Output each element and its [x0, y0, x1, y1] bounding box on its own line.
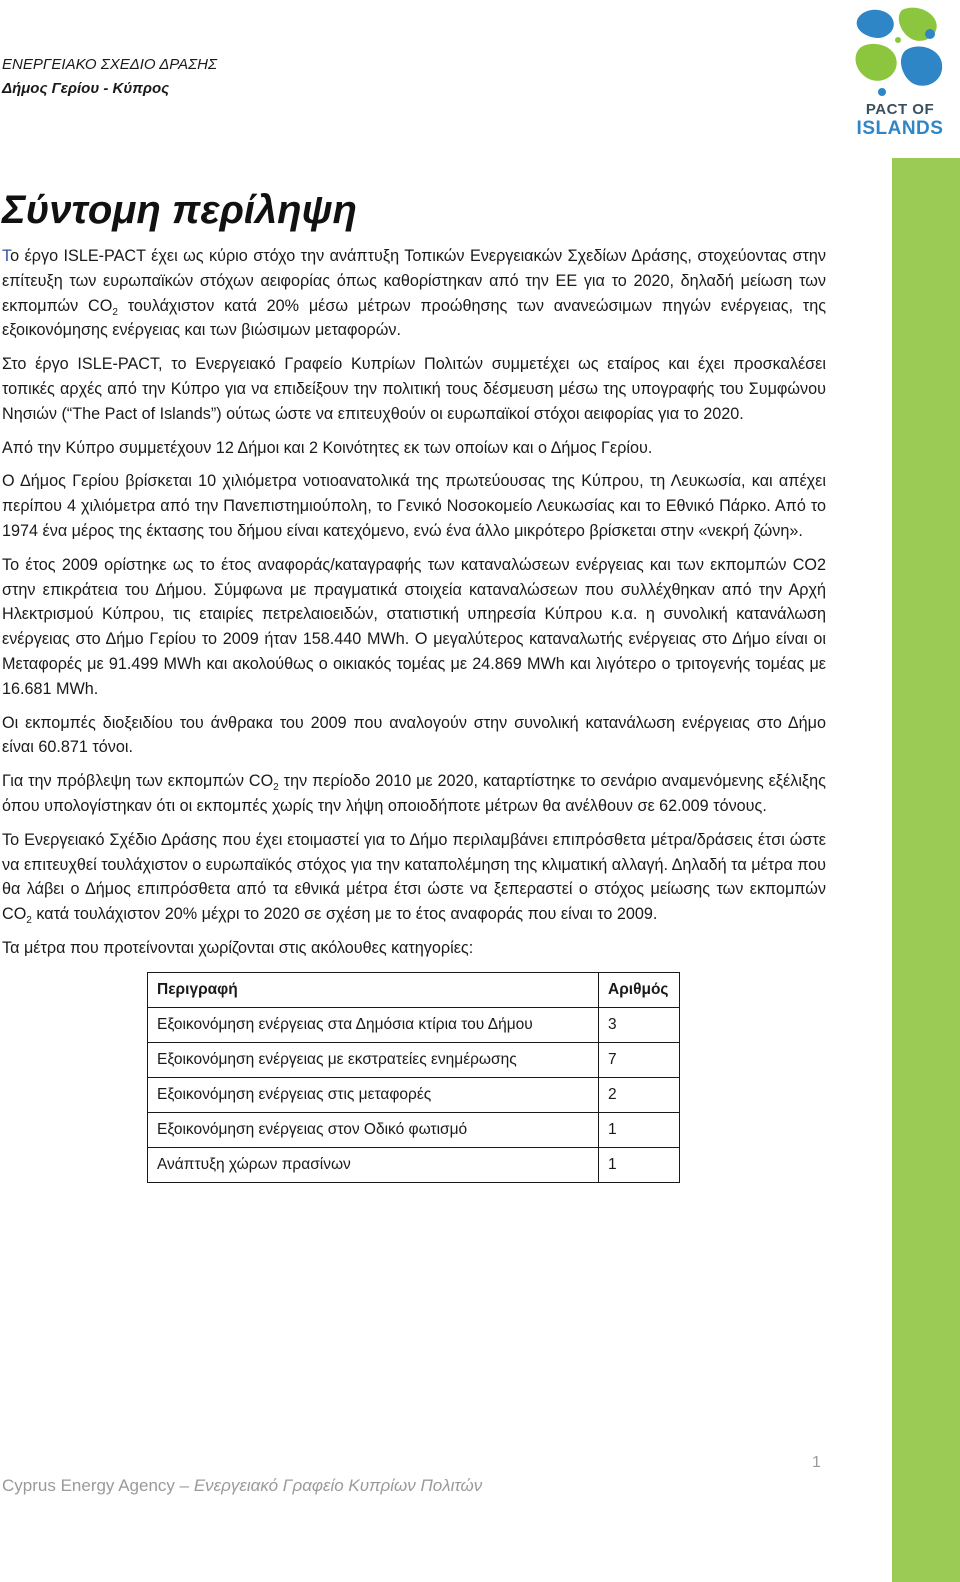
row-count: 2 — [599, 1077, 680, 1112]
paragraph-participants: Από την Κύπρο συμμετέχουν 12 Δήμοι και 2 Κοινότητες εκ των οποίων και ο Δήμος Γερίου. — [2, 438, 653, 457]
row-description: Εξοικονόμηση ενέργειας στις μεταφορές — [148, 1077, 599, 1112]
table-row — [148, 1077, 680, 1112]
paragraph-intro — [2, 244, 826, 343]
paragraph-isle-pact: Στο έργο ISLE-PACT, το Ενεργειακό Γραφείο Κυπρίων Πολιτών συμμετέχει ως εταίρος και έχει προσκαλέσει τοπικές αρχές από την Κύπρο για να επιδείξουν την πολιτική τους δέσμευση μέσω της υπογραφής του Συμφώνου Νησιών (“The Pact of Islands”) ούτως ώστε να επιτευχθούν οι ευρωπαϊκοί στόχοι αειφορίας για το 2020. — [2, 355, 826, 423]
header-plan-title: ΕΝΕΡΓΕΙΑΚΟ ΣΧΕΔΙΟ ΔΡΑΣΗΣ — [2, 56, 217, 73]
row-count: 3 — [599, 1007, 680, 1042]
footer-org: Cyprus Energy Agency — [2, 1476, 175, 1495]
page-footer — [2, 1476, 482, 1496]
forecast-text-part1: Για την πρόβλεψη των εκπομπών CO — [2, 772, 274, 791]
footer-org-greek: Ενεργειακό Γραφείο Κυπρίων Πολιτών — [193, 1476, 483, 1495]
co2-subscript: 2 — [26, 915, 32, 927]
table-row — [148, 1112, 680, 1147]
document-header — [2, 53, 217, 101]
row-count: 1 — [599, 1112, 680, 1147]
row-count: 1 — [599, 1147, 680, 1182]
row-description: Εξοικονόμηση ενέργειας στον Οδικό φωτισμό — [148, 1112, 599, 1147]
table-row — [148, 1042, 680, 1077]
forecast-text-part2: την περίοδο 2010 με 2020, καταρτίστηκε το σενάριο αναμενόμενης εξέλιξης όπου υπολογίστηκαν ότι οι εκπομπές χωρίς την λήψη οποιοδήποτε μέτρων θα ανέλθουν σε 62.009 τόνους. — [2, 772, 826, 815]
table-header-row — [148, 972, 680, 1007]
paragraph-measures-intro: Τα μέτρα που προτείνονται χωρίζονται στις ακόλουθες κατηγορίες: — [2, 938, 474, 957]
paragraph-location: Ο Δήμος Γερίου βρίσκεται 10 χιλιόμετρα νοτιοανατολικά της πρωτεύουσας της Κύπρου, τη Λευκωσία, και απέχει περίπου 4 χιλιόμετρα από την Πανεπιστημιούπολη, το Γενικό Νοσοκομείο Λευκωσίας και το Εθνικό Πάρκο. Από το 1974 ένα μέρος της έκτασης του δήμου είναι κατεχόμενο, ενώ ένα άλλο μικρότερο βρίσκεται στην «νεκρή ζώνη». — [2, 472, 826, 540]
intro-first-letter: Τ — [2, 247, 11, 265]
co2-subscript: 2 — [273, 782, 279, 794]
row-count: 7 — [599, 1042, 680, 1077]
table-row — [148, 1007, 680, 1042]
paragraph-baseline: Το έτος 2009 ορίστηκε ως το έτος αναφοράς/καταγραφής των καταναλώσεων ενέργειας και των εκπομπών CO2 στην επικράτεια του Δήμου. Σύμφωνα με πραγματικά στοιχεία καταναλώσεων που συλλέχθηκαν από την Αρχή Ηλεκτρισμού Κύπρου, τις εταιρίες πετρελαιοειδών, στατιστική υπηρεσία Κύπρου κ.α. η συνολική κατανάλωση ενέργειας στο Δήμο Γερίου το 2009 ήταν 158.440 MWh. Ο μεγαλύτερος καταναλωτής ενέργειας στο Δήμο είναι οι Μεταφορές με 91.499 MWh και ακολούθως ο οικιακός τομέας με 24.869 MWh και λιγότερο ο τριτογενής τομέας με 16.681 MWh. — [2, 555, 826, 698]
logo-text-line1: PACT OF — [865, 101, 935, 118]
document-body — [2, 244, 826, 1183]
side-accent-bar — [892, 158, 960, 1582]
paragraph-forecast — [2, 769, 826, 819]
paragraph-emissions: Οι εκπομπές διοξειδίου του άνθρακα του 2009 που αναλογούν στην συνολική κατανάλωση ενέργειας στο Δήμο είναι 60.871 τόνοι. — [2, 713, 826, 757]
page-number: 1 — [812, 1454, 821, 1471]
paragraph-action-plan — [2, 828, 826, 927]
footer-separator: – — [174, 1476, 194, 1495]
logo-text-line2: ISLANDS — [856, 118, 944, 139]
intro-text-part1: ο έργο ISLE-PACT έχει ως κύριο στόχο την ανάπτυξη Τοπικών Ενεργειακών Σχεδίων Δράσης, στοχεύοντας στην επίτευξη των ευρωπαϊκών στόχων αειφορίας όπως καθορίστηκαν από την ΕΕ για το 2020, δηλαδή μείωση των εκπομπών CO — [2, 247, 826, 315]
row-description: Εξοικονόμηση ενέργειας με εκστρατείες ενημέρωσης — [148, 1042, 599, 1077]
column-header-description: Περιγραφή — [148, 972, 599, 1007]
measures-table — [147, 972, 680, 1183]
action-plan-text-part1: Το Ενεργειακό Σχέδιο Δράσης που έχει ετοιμαστεί για το Δήμο περιλαμβάνει επιπρόσθετα μέτρα/δράσεις έτσι ώστε να επιτευχθεί τουλάχιστον ο ευρωπαϊκός στόχος για την καταπολέμηση της κλιματική αλλαγή. Δηλαδή τα μέτρα που θα λάβει ο Δήμος επιπρόσθετα από τα εθνικά μέτρα έτσι ώστε να ξεπεραστεί ο στόχος μείωσης των εκπομπών CO — [2, 830, 826, 924]
pact-of-islands-logo — [852, 4, 948, 138]
action-plan-text-part2: κατά τουλάχιστον 20% μέχρι το 2020 σε σχέση με το έτος αναφοράς που είναι το 2009. — [31, 905, 658, 924]
co2-subscript: 2 — [112, 306, 118, 318]
islands-logo-icon — [852, 4, 948, 100]
row-description: Εξοικονόμηση ενέργειας στα Δημόσια κτίρια του Δήμου — [148, 1007, 599, 1042]
header-municipality: Δήμος Γερίου - Κύπρος — [2, 80, 170, 97]
intro-text-part2: τουλάχιστον κατά 20% μέσω μέτρων προώθησης των ανανεώσιμων πηγών ενέργειας, της εξοικονόμησης ενέργειας και των βιώσιμων μεταφορών. — [2, 296, 827, 340]
page-title: Σύντομη περίληψη — [2, 188, 357, 232]
table-row — [148, 1147, 680, 1182]
row-description: Ανάπτυξη χώρων πρασίνων — [148, 1147, 599, 1182]
column-header-count: Αριθμός — [599, 972, 680, 1007]
